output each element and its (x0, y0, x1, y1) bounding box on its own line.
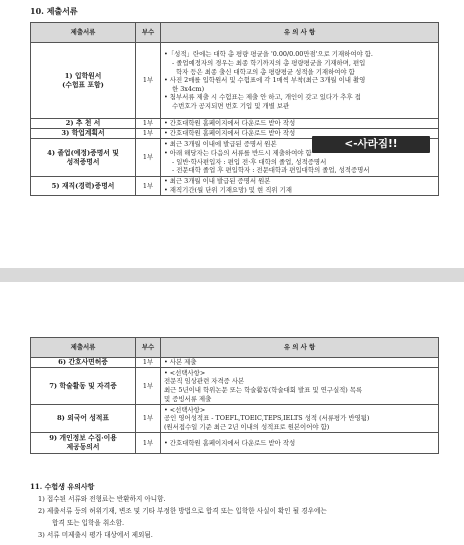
row-count: 1부 (136, 43, 161, 119)
table-row (31, 43, 439, 119)
row-notes: • 사본 제출 (161, 358, 439, 368)
row-notes: • 간호대학원 홈페이지에서 다운로드 받아 작성 (161, 129, 439, 139)
header-notes: 유 의 사 항 (161, 338, 439, 358)
row-count: 1부 (136, 129, 161, 139)
documents-table (30, 22, 439, 196)
row-label: 2) 추 천 서 (31, 119, 136, 129)
list-item: 2) 제출서류 등의 허위기재, 변조 및 기타 부정한 방법으로 합격 또는 입학한 사실이 확인 될 경우에는 (38, 507, 327, 515)
table-header-row (31, 23, 439, 43)
row-count: 1부 (136, 119, 161, 129)
row-count: 1부 (136, 368, 161, 405)
header-doc: 제출서류 (31, 23, 136, 43)
list-item: 합격 또는 입학을 취소함. (52, 519, 125, 527)
row-notes: • 최근 3개월 이내 발급된 증명서 원본 • 재직기간(월 단위 기재요망) 및 현 직위 기재 (161, 177, 439, 196)
row-notes: •「성적」란에는 대학 총 평량 평균을 '0.00/0.00만점'으로 기재하여야 함. - 졸업예정자의 경우는 최종 학기까지의 총 평량평균을 기재하며, 편입 학자 등은 최종 출신 대학교의 총 평량평균 성적을 기재하여야 함 • 사진 2매를 입학원서 및 수험표에 각 1매씩 부착(최근 3개월 이내 촬영 한 3x4cm) • 첨부서류 제출 시 수험표는 제출 안 하고, 개인이 갖고 있다가 추후 접 수번호가 공지되면 번호 기입 및 개별 보관 (161, 43, 439, 119)
row-label: 6) 간호사면허증 (31, 358, 136, 368)
row-label: 3) 학업계획서 (31, 129, 136, 139)
row-notes: • 최근 3개월 이내에 발급된 증명서 원본 • 아래 해당자는 다음의 서류를 반드시 제출하여야 함 - 일반·학사편입자 : 편입 전·후 대학의 졸업, 성적증명서 - 전문대학 졸업 후 편입학자 : 전문대학과 편입대학의 졸업, 성적증명서 (161, 139, 439, 177)
header-doc: 제출서류 (31, 338, 136, 358)
table-row (31, 433, 439, 454)
row-count: 1부 (136, 433, 161, 454)
table-row (31, 368, 439, 405)
applicant-notes (30, 481, 440, 541)
section-10-title: 10. 제출서류 (30, 6, 78, 16)
header-count: 부수 (136, 23, 161, 43)
row-label: 5) 재직(경력)증명서 (31, 177, 136, 196)
row-label: 9) 개인정보 수집·이용 제공동의서 (31, 433, 136, 454)
table-row (31, 358, 439, 368)
row-count: 1부 (136, 177, 161, 196)
table-row (31, 119, 439, 129)
row-notes: • 간호대학원 홈페이지에서 다운로드 받아 작성 (161, 433, 439, 454)
table-header-row (31, 338, 439, 358)
header-count: 부수 (136, 338, 161, 358)
list-item: 1) 접수된 서류와 전형료는 반환하지 아니함. (38, 495, 166, 503)
table-row (31, 405, 439, 433)
row-label: 4) 졸업(예정)증명서 및 성적증명서 (31, 139, 136, 177)
row-label: 7) 학술활동 및 자격증 (31, 368, 136, 405)
row-count: 1부 (136, 405, 161, 433)
header-notes: 유 의 사 항 (161, 23, 439, 43)
row-notes: • <선택사항> 전문직 임상관련 자격증 사본 최근 5년이내 학위논문 또는 학술활동(학술대회 발표 및 연구실적) 목록 및 증빙서류 제출 (161, 368, 439, 405)
row-count: 1부 (136, 139, 161, 177)
row-count: 1부 (136, 358, 161, 368)
document-page-1 (0, 0, 464, 268)
row-notes: • 간호대학원 홈페이지에서 다운로드 받아 작성 (161, 119, 439, 129)
row-notes: • <선택사항> 공인 영어성적표 - TOEFL,TOEIC,TEPS,IELTS 성적 (서류평가 반영됨) (원서접수일 기준 최근 2년 이내의 성적표로 원본이어야 함) (161, 405, 439, 433)
page-separator (0, 268, 464, 282)
list-item: 3) 서류 미제출시 평가 대상에서 제외됨. (38, 531, 153, 539)
row-label: 8) 외국어 성적표 (31, 405, 136, 433)
documents-table-continued (30, 337, 439, 454)
table-row (31, 177, 439, 196)
disappeared-overlay-label: <-사라짐!! (312, 136, 430, 153)
row-label: 1) 입학원서 (수험표 포함) (31, 43, 136, 119)
section-11-title: 11. 수험생 유의사항 (30, 482, 95, 491)
document-page-2 (0, 282, 464, 545)
